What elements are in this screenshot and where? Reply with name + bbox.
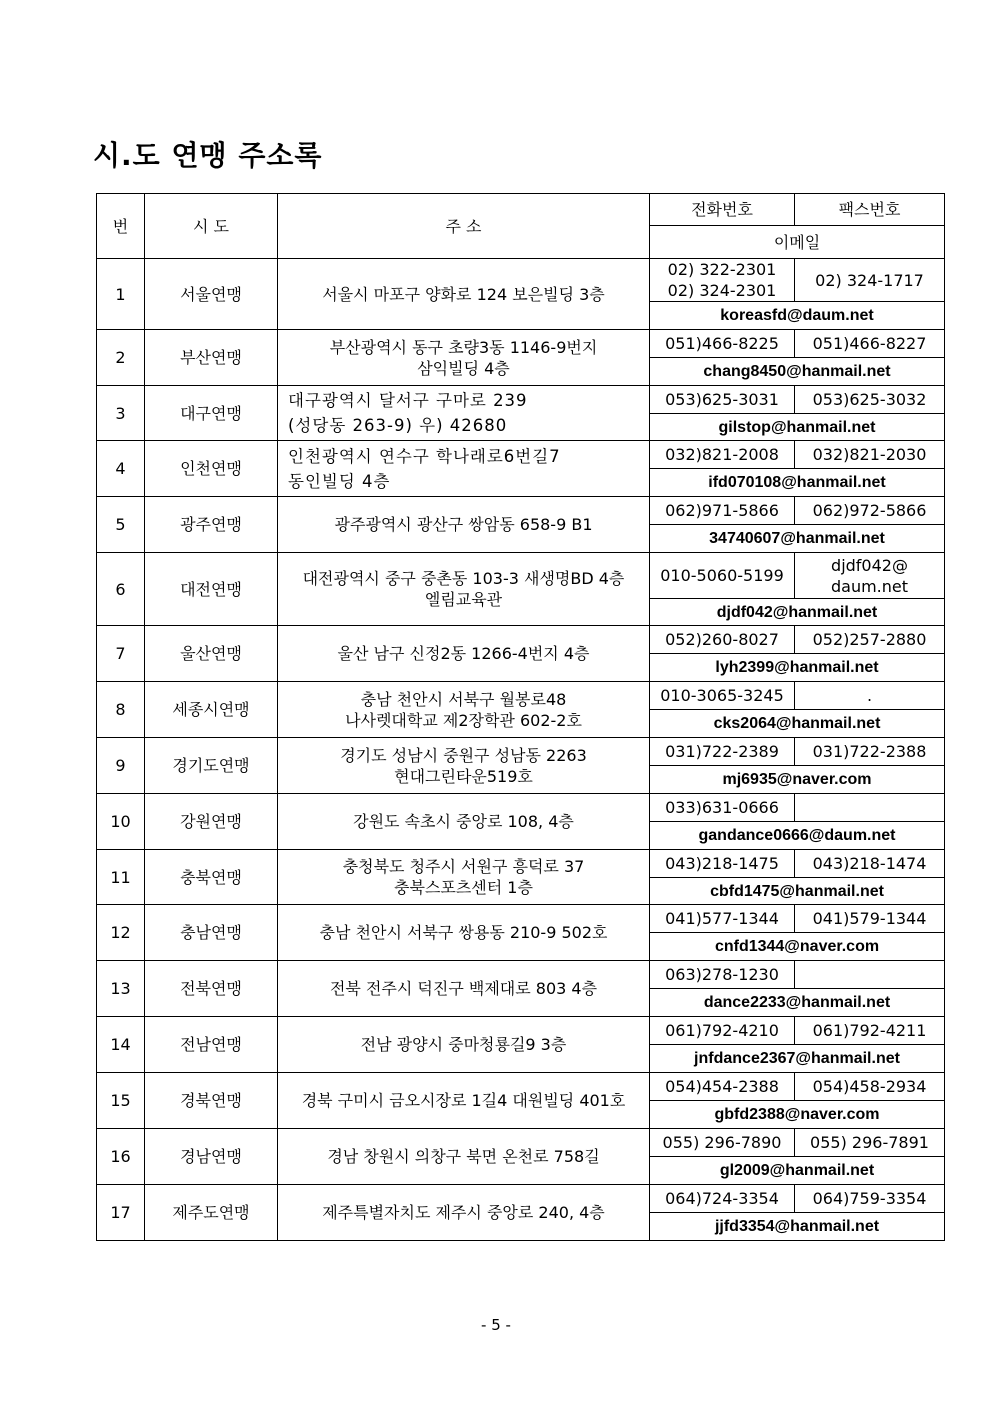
federation-name: 대구연맹 [145, 386, 278, 441]
address-line: 대구광역시 달서구 구마로 239 [288, 391, 528, 410]
row-number: 2 [97, 330, 145, 386]
header-region: 시 도 [145, 194, 278, 259]
fax-line: daum.net [830, 576, 909, 596]
phone-number [650, 553, 795, 599]
federation-name: 경남연맹 [145, 1129, 278, 1185]
row-number: 16 [97, 1129, 145, 1185]
phone-line: 054)454-2388 [665, 1077, 779, 1096]
address-line: 서울시 마포구 양화로 124 보은빌딩 3층 [322, 284, 605, 304]
fax-number [795, 626, 945, 654]
federation-name: 대전연맹 [145, 553, 278, 626]
fax-number [795, 259, 945, 302]
email-address: mj6935@naver.com [650, 766, 945, 794]
federation-name: 전북연맹 [145, 961, 278, 1017]
federation-address [278, 1129, 650, 1185]
federation-name: 충북연맹 [145, 850, 278, 905]
phone-number [650, 1073, 795, 1101]
address-line: 경북 구미시 금오시장로 1길4 대원빌딩 401호 [301, 1091, 626, 1110]
email-address: jnfdance2367@hanmail.net [650, 1045, 945, 1073]
phone-line: 061)792-4210 [665, 1021, 779, 1040]
phone-line: 064)724-3354 [665, 1189, 779, 1208]
row-number: 4 [97, 441, 145, 497]
federation-address [278, 850, 650, 905]
phone-number [650, 682, 795, 710]
federation-name: 인천연맹 [145, 441, 278, 497]
phone-number [650, 259, 795, 302]
fax-number [795, 386, 945, 414]
federation-name: 경기도연맹 [145, 738, 278, 794]
federation-address [278, 626, 650, 682]
row-number: 14 [97, 1017, 145, 1073]
federation-address-table [96, 193, 945, 1241]
table-row [97, 1017, 945, 1045]
email-address: jjfd3354@hanmail.net [650, 1213, 945, 1241]
federation-address [278, 961, 650, 1017]
fax-line: djdf042@ [831, 555, 908, 575]
fax-line: 055) 296-7891 [810, 1133, 929, 1152]
address-line: 현대그린타운519호 [394, 766, 533, 786]
page-title: 시.도 연맹 주소록 [93, 139, 323, 172]
address-line: 전북 전주시 덕진구 백제대로 803 4층 [329, 979, 598, 998]
phone-number [650, 794, 795, 822]
fax-line: . [866, 686, 873, 705]
federation-name: 울산연맹 [145, 626, 278, 682]
table-row [97, 682, 945, 710]
row-number: 12 [97, 905, 145, 961]
phone-number [650, 905, 795, 933]
phone-line: 052)260-8027 [665, 630, 779, 649]
federation-address [278, 386, 650, 441]
phone-line: 02) 324-2301 [667, 281, 777, 300]
fax-number [795, 441, 945, 469]
federation-address [278, 259, 650, 330]
federation-name: 충남연맹 [145, 905, 278, 961]
table-row [97, 386, 945, 414]
fax-number [795, 553, 945, 599]
fax-number [795, 1017, 945, 1045]
email-address: gandance0666@daum.net [650, 822, 945, 850]
federation-name: 부산연맹 [145, 330, 278, 386]
table-row [97, 259, 945, 302]
table-row [97, 1129, 945, 1157]
federation-name: 서울연맹 [145, 259, 278, 330]
email-address: ifd070108@hanmail.net [650, 469, 945, 497]
phone-line: 033)631-0666 [665, 798, 779, 817]
phone-line: 055) 296-7890 [662, 1133, 782, 1152]
fax-line: 054)458-2934 [812, 1077, 927, 1096]
federation-name: 경북연맹 [145, 1073, 278, 1129]
phone-number [650, 497, 795, 525]
address-line: 전남 광양시 중마청룡길9 3층 [360, 1035, 567, 1054]
table-row [97, 1185, 945, 1213]
table-row [97, 738, 945, 766]
email-address: cbfd1475@hanmail.net [650, 878, 945, 905]
table-row [97, 1073, 945, 1101]
address-line: 충남 천안시 서북구 쌍용동 210-9 502호 [319, 923, 608, 942]
federation-name: 세종시연맹 [145, 682, 278, 738]
phone-number [650, 1129, 795, 1157]
address-line: 경남 창원시 의창구 북면 온천로 758길 [327, 1147, 600, 1166]
row-number: 17 [97, 1185, 145, 1241]
address-line: 동인빌딩 4층 [288, 471, 391, 491]
fax-number [795, 682, 945, 710]
table-row [97, 626, 945, 654]
table-row [97, 497, 945, 525]
phone-number [650, 1017, 795, 1045]
phone-line: 031)722-2389 [665, 742, 779, 761]
phone-line: 010-5060-5199 [660, 566, 784, 585]
address-line: 충청북도 청주시 서원구 흥덕로 37 [342, 857, 585, 876]
federation-address [278, 1073, 650, 1129]
row-number: 10 [97, 794, 145, 850]
address-line: 삼익빌딩 4층 [417, 358, 510, 378]
email-address: gilstop@hanmail.net [650, 414, 945, 441]
fax-line: 052)257-2880 [812, 630, 927, 649]
phone-number [650, 626, 795, 654]
fax-line: 031)722-2388 [812, 742, 927, 761]
fax-number [795, 738, 945, 766]
fax-line: 043)218-1474 [812, 854, 927, 873]
phone-line: 043)218-1475 [665, 854, 779, 873]
fax-number [795, 850, 945, 878]
table-row [97, 961, 945, 989]
address-line: 엘림교육관 [424, 590, 503, 609]
row-number: 8 [97, 682, 145, 738]
fax-line: 053)625-3032 [812, 390, 927, 409]
table-row [97, 441, 945, 469]
address-line: 나사렛대학교 제2장학관 602-2호 [345, 710, 582, 730]
phone-number [650, 961, 795, 989]
phone-number [650, 441, 795, 469]
row-number: 9 [97, 738, 145, 794]
table-row [97, 553, 945, 599]
email-address: chang8450@hanmail.net [650, 358, 945, 386]
federation-address [278, 738, 650, 794]
phone-line: 02) 322-2301 [667, 260, 777, 279]
address-line: (성당동 263-9) 우) 42680 [288, 416, 508, 435]
table-row [97, 794, 945, 822]
fax-line: 032)821-2030 [812, 445, 927, 464]
phone-number [650, 330, 795, 358]
fax-line: 051)466-8227 [812, 334, 927, 353]
header-no: 번 [97, 194, 145, 259]
address-line: 강원도 속초시 중앙로 108, 4층 [353, 812, 574, 831]
email-address: lyh2399@hanmail.net [650, 654, 945, 682]
email-address: gbfd2388@naver.com [650, 1101, 945, 1129]
address-line: 제주특별자치도 제주시 중앙로 240, 4층 [322, 1203, 605, 1222]
table-row [97, 850, 945, 878]
address-line: 충남 천안시 서북구 월봉로48 [360, 689, 567, 709]
table-row [97, 905, 945, 933]
phone-line: 051)466-8225 [665, 334, 779, 353]
address-line: 충북스포츠센터 1층 [394, 878, 533, 897]
email-address: djdf042@hanmail.net [650, 599, 945, 626]
federation-name: 제주도연맹 [145, 1185, 278, 1241]
address-line: 인천광역시 연수구 학나래로6번길7 [288, 446, 561, 466]
federation-name: 광주연맹 [145, 497, 278, 553]
address-line: 부산광역시 동구 초량3동 1146-9번지 [329, 337, 598, 357]
page-number: - 5 - [481, 1316, 511, 1334]
federation-address [278, 553, 650, 626]
header-fax: 팩스번호 [795, 194, 945, 226]
phone-number [650, 1185, 795, 1213]
phone-line: 041)577-1344 [665, 909, 779, 928]
address-line: 울산 남구 신정2동 1266-4번지 4층 [337, 644, 590, 663]
phone-line: 053)625-3031 [665, 390, 779, 409]
email-address: koreasfd@daum.net [650, 302, 945, 330]
fax-line: 041)579-1344 [812, 909, 927, 928]
email-address: 34740607@hanmail.net [650, 525, 945, 553]
phone-line: 063)278-1230 [665, 965, 779, 984]
fax-number [795, 905, 945, 933]
table-row [97, 330, 945, 358]
phone-number [650, 386, 795, 414]
federation-address [278, 905, 650, 961]
phone-line: 062)971-5866 [665, 501, 779, 520]
federation-address [278, 794, 650, 850]
row-number: 6 [97, 553, 145, 626]
phone-number [650, 738, 795, 766]
row-number: 15 [97, 1073, 145, 1129]
email-address: dance2233@hanmail.net [650, 989, 945, 1017]
row-number: 11 [97, 850, 145, 905]
federation-name: 전남연맹 [145, 1017, 278, 1073]
address-line: 광주광역시 광산구 쌍암동 658-9 B1 [334, 515, 593, 534]
fax-number [795, 497, 945, 525]
phone-line: 032)821-2008 [665, 445, 779, 464]
federation-address [278, 682, 650, 738]
federation-address [278, 1017, 650, 1073]
federation-address [278, 1185, 650, 1241]
row-number: 3 [97, 386, 145, 441]
row-number: 7 [97, 626, 145, 682]
fax-line: 061)792-4211 [812, 1021, 927, 1040]
row-number: 1 [97, 259, 145, 330]
fax-line: 02) 324-1717 [815, 270, 924, 290]
fax-number [795, 1073, 945, 1101]
fax-line: 062)972-5866 [812, 501, 927, 520]
federation-name: 강원연맹 [145, 794, 278, 850]
header-phone: 전화번호 [650, 194, 795, 226]
address-line: 경기도 성남시 중원구 성남동 2263 [340, 745, 587, 765]
fax-number [795, 1185, 945, 1213]
email-address: gl2009@hanmail.net [650, 1157, 945, 1185]
email-address: cks2064@hanmail.net [650, 710, 945, 738]
row-number: 13 [97, 961, 145, 1017]
address-line: 대전광역시 중구 중촌동 103-3 새생명BD 4층 [302, 569, 625, 588]
row-number: 5 [97, 497, 145, 553]
federation-address [278, 441, 650, 497]
header-email: 이메일 [650, 226, 945, 259]
phone-number [650, 850, 795, 878]
federation-address [278, 497, 650, 553]
fax-number [795, 961, 945, 989]
federation-address [278, 330, 650, 386]
fax-number [795, 794, 945, 822]
fax-line: 064)759-3354 [812, 1189, 927, 1208]
email-address: cnfd1344@naver.com [650, 933, 945, 961]
phone-line: 010-3065-3245 [660, 686, 784, 705]
fax-number [795, 330, 945, 358]
header-address: 주 소 [278, 194, 650, 259]
fax-number [795, 1129, 945, 1157]
